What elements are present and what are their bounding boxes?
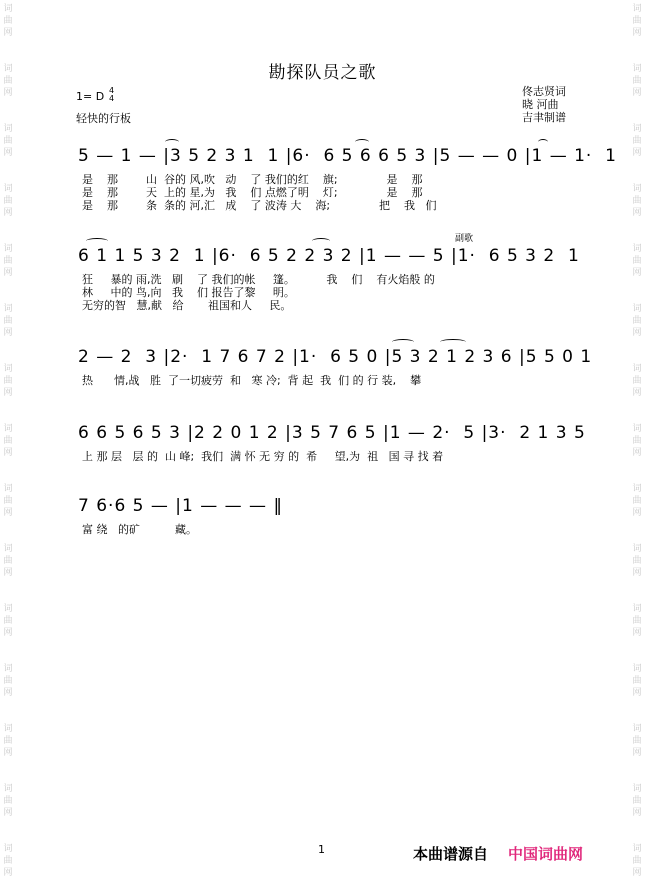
left-watermark-strip [0,0,16,891]
watermark-char: 网 [632,268,642,278]
slur-mark [440,339,466,345]
watermark-char: 网 [3,88,13,98]
watermark-char: 曲 [3,796,13,806]
watermark-char: 曲 [3,16,13,26]
watermark-char: 网 [632,388,642,398]
watermark-char: 网 [3,868,13,878]
notation-line-2: 6 1 1 5 3 2 1 |6· 6 5 2 2 3 2 |1 — — 5 |1· 6 5 3 2 1 [78,246,580,266]
watermark-char: 词 [632,304,642,314]
watermark-char: 词 [3,424,13,434]
lyric-line-3-1: 热 情,战 胜 了一切疲劳 和 寒 冷; 背 起 我 们 的 行 装, 攀 [82,374,422,387]
watermark-char: 曲 [3,376,13,386]
watermark-char: 词 [632,244,642,254]
watermark-char: 词 [632,184,642,194]
watermark-char: 曲 [632,376,642,386]
watermark-char: 网 [632,748,642,758]
watermark-char: 词 [3,724,13,734]
watermark-char: 网 [3,568,13,578]
lyricist-credit: 佟志贤词 [522,85,566,98]
watermark-char: 网 [3,688,13,698]
watermark-char: 曲 [632,676,642,686]
watermark-char: 网 [632,628,642,638]
watermark-char: 网 [632,808,642,818]
watermark-char: 曲 [632,316,642,326]
watermark-char: 曲 [3,256,13,266]
watermark-char: 网 [3,148,13,158]
watermark-char: 网 [632,688,642,698]
lyric-line-4-1: 上 那 层 层 的 山 峰; 我们 满 怀 无 穷 的 希 望,为 祖 国 寻 找 着 [82,450,444,463]
notation-credit: 吉聿制谱 [522,111,566,124]
slur-mark [86,238,108,244]
watermark-char: 网 [3,208,13,218]
watermark-char: 网 [3,268,13,278]
watermark-char: 词 [3,64,13,74]
slur-mark [312,238,330,244]
watermark-char: 词 [632,424,642,434]
song-title: 勘探队员之歌 [268,63,377,83]
watermark-char: 网 [632,508,642,518]
watermark-char: 曲 [632,256,642,266]
lyric-line-2-3: 无穷的智 慧,献 给 祖国和人 民。 [82,299,292,312]
watermark-char: 曲 [632,796,642,806]
watermark-char: 曲 [632,196,642,206]
watermark-char: 词 [632,64,642,74]
watermark-char: 网 [632,328,642,338]
watermark-char: 网 [632,28,642,38]
composer-credit: 晓 河曲 [522,98,559,111]
watermark-char: 词 [3,304,13,314]
watermark-char: 词 [3,544,13,554]
watermark-char: 词 [632,724,642,734]
watermark-char: 词 [3,124,13,134]
watermark-char: 曲 [3,736,13,746]
watermark-char: 曲 [3,496,13,506]
watermark-char: 词 [3,364,13,374]
watermark-char: 曲 [3,76,13,86]
notation-line-1: 5 — 1 — |3 5 2 3 1 1 |6· 6 5 6 6 5 3 |5 — — 0 |1 — 1· 1 [78,146,617,166]
watermark-char: 词 [3,4,13,14]
watermark-char: 词 [3,664,13,674]
slur-mark [392,339,414,345]
watermark-char: 词 [632,664,642,674]
time-signature-bottom: 4 [109,94,115,103]
watermark-char: 曲 [632,496,642,506]
watermark-char: 网 [632,448,642,458]
watermark-char: 曲 [632,616,642,626]
watermark-char: 曲 [3,616,13,626]
tempo-marking: 轻快的行板 [76,112,131,125]
watermark-char: 网 [632,208,642,218]
source-brand[interactable]: 中国词曲网 [508,845,584,863]
watermark-char: 词 [3,484,13,494]
lyric-line-5-1: 富 绕 的矿 藏。 [82,523,197,536]
chorus-annotation: 副歌 [455,234,474,244]
source-label: 本曲谱源自 [413,845,489,863]
watermark-char: 网 [3,748,13,758]
watermark-char: 曲 [3,196,13,206]
notation-line-3: 2 — 2 3 |2· 1 7 6 7 2 |1· 6 5 0 |5 3 2 1 2 3 6 |5 5 0 1 [78,347,593,367]
watermark-char: 词 [3,604,13,614]
watermark-char: 曲 [3,136,13,146]
watermark-char: 曲 [632,856,642,866]
watermark-char: 词 [3,844,13,854]
watermark-char: 词 [632,4,642,14]
lyric-line-2-1: 狂 暴的 雨,洗 刷 了 我们的帐 篷。 我 们 有火焰般 的 [82,273,435,286]
watermark-char: 网 [3,388,13,398]
watermark-char: 词 [632,604,642,614]
time-signature [109,87,114,103]
watermark-char: 网 [632,148,642,158]
watermark-char: 词 [632,544,642,554]
watermark-char: 词 [632,844,642,854]
lyric-line-2-2: 林 中的 鸟,向 我 们 报告了黎 明。 [82,286,295,299]
watermark-char: 曲 [632,136,642,146]
watermark-char: 网 [3,448,13,458]
watermark-char: 曲 [3,676,13,686]
watermark-char: 网 [632,88,642,98]
notation-line-5: 7 6·6 5 — |1 — — — ‖ [78,496,283,516]
slur-mark [355,139,369,145]
right-watermark-strip [629,0,645,891]
watermark-char: 网 [3,508,13,518]
credits [522,85,566,124]
slur-mark [165,139,179,145]
watermark-char: 网 [632,868,642,878]
watermark-char: 曲 [3,556,13,566]
watermark-char: 曲 [632,736,642,746]
notation-line-4: 6 6 5 6 5 3 |2 2 0 1 2 |3 5 7 6 5 |1 — 2· 5 |3· 2 1 3 5 [78,423,586,443]
watermark-char: 网 [3,628,13,638]
page-number: 1 [318,843,325,856]
lyric-line-1-2: 是 那 天 上的 星,为 我 们 点燃了明 灯; 是 那 [82,186,423,199]
watermark-char: 网 [3,28,13,38]
lyric-line-1-1: 是 那 山 谷的 风,吹 动 了 我们的红 旗; 是 那 [82,173,423,186]
watermark-char: 词 [3,184,13,194]
slur-mark [538,139,548,145]
lyric-line-1-3: 是 那 条 条的 河,汇 成 了 波涛 大 海; 把 我 们 [82,199,437,212]
watermark-char: 词 [3,244,13,254]
watermark-char: 词 [3,784,13,794]
watermark-char: 曲 [632,556,642,566]
watermark-char: 网 [3,328,13,338]
watermark-char: 曲 [3,856,13,866]
watermark-char: 曲 [3,436,13,446]
watermark-char: 词 [632,484,642,494]
time-signature-top: 4 [109,86,115,95]
watermark-char: 词 [632,364,642,374]
watermark-char: 曲 [3,316,13,326]
source-footer [413,843,583,864]
watermark-char: 网 [632,568,642,578]
watermark-char: 曲 [632,16,642,26]
key-signature: 1= D [76,90,105,103]
watermark-char: 词 [632,124,642,134]
watermark-char: 网 [3,808,13,818]
watermark-char: 曲 [632,436,642,446]
watermark-char: 曲 [632,76,642,86]
watermark-char: 词 [632,784,642,794]
